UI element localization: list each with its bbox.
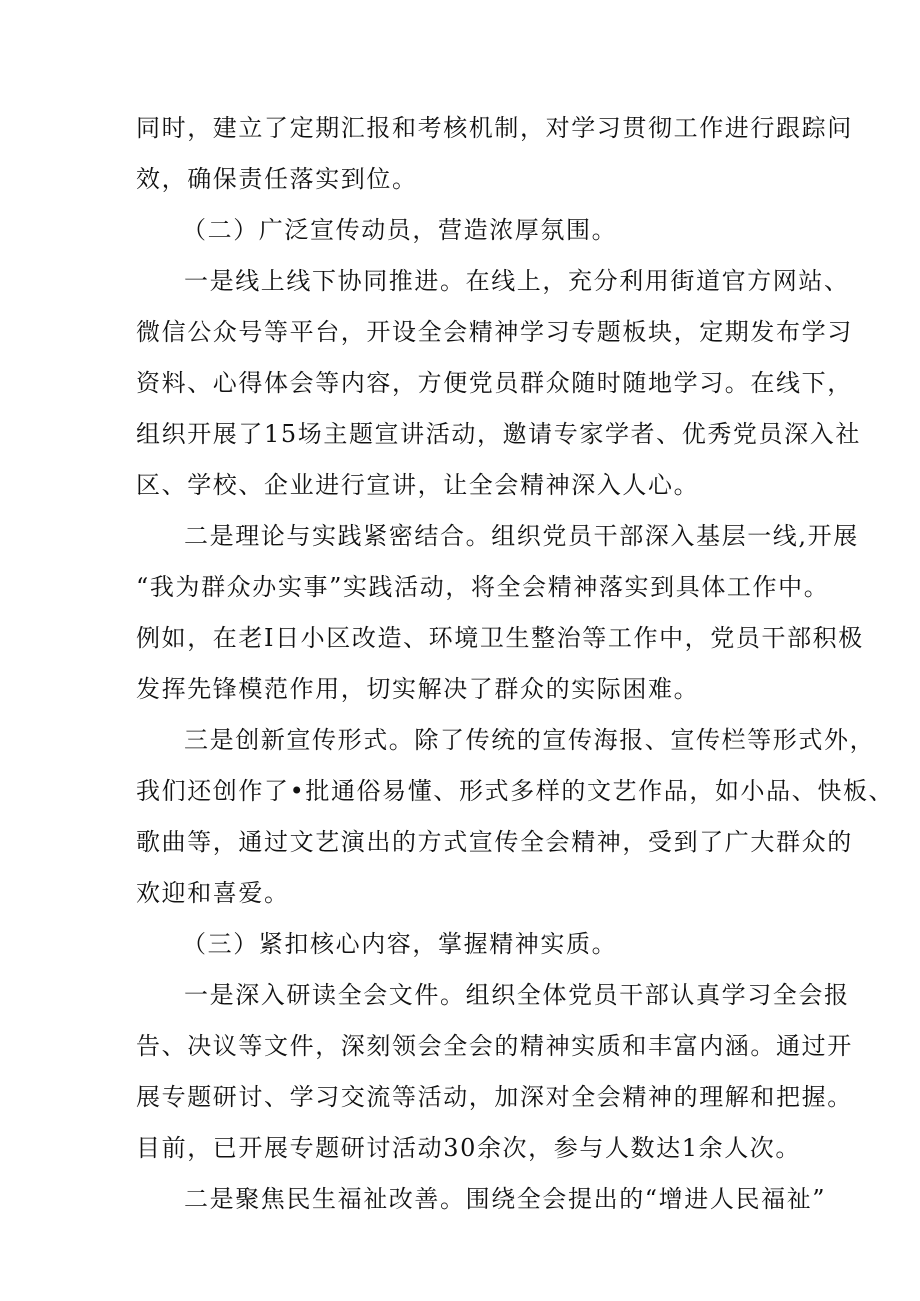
paragraph-first-line: 二是理论与实践紧密结合。组织党员干部深入基层一线,开展 — [184, 522, 859, 550]
text-line: 我们还创作了•批通俗易懂、形式多样的文艺作品，如小品、快板、 — [136, 777, 895, 805]
text-line: 组织开展了15场主题宣讲活动，邀请专家学者、优秀党员深入社 — [136, 420, 861, 448]
text-line: 告、决议等文件，深刻领会全会的精神实质和丰富内涵。通过开 — [136, 1032, 853, 1060]
text-line: “我为群众办实事”实践活动，将全会精神落实到具体工作中。 — [136, 573, 830, 601]
paragraph-first-line: 二是聚焦民生福祉改善。围绕全会提出的“增进人民福祉” — [184, 1185, 827, 1213]
section-heading: （二）广泛宣传动员，营造浓厚氛围。 — [182, 216, 618, 244]
text-line: 例如，在老I日小区改造、环境卫生整治等工作中，党员干部积极 — [136, 624, 864, 652]
text-line: 展专题研讨、学习交流等活动，加深对全会精神的理解和把握。 — [136, 1083, 853, 1111]
section-heading: （三）紧扣核心内容，掌握精神实质。 — [182, 930, 618, 958]
text-line: 同时，建立了定期汇报和考核机制，对学习贯彻工作进行跟踪问 — [136, 114, 853, 142]
paragraph-first-line: 一是深入研读全会文件。组织全体党员干部认真学习全会报 — [184, 981, 850, 1009]
paragraph-first-line: 三是创新宣传形式。除了传统的宣传海报、宣传栏等形式外， — [184, 726, 876, 754]
text-line: 目前，已开展专题研讨活动30余次，参与人数达1余人次。 — [136, 1134, 802, 1162]
text-line: 发挥先锋模范作用，切实解决了群众的实际困难。 — [136, 675, 700, 703]
text-line: 资料、心得体会等内容，方便党员群众随时随地学习。在线下， — [136, 369, 853, 397]
text-line: 歌曲等，通过文艺演出的方式宣传全会精神，受到了广大群众的 — [136, 828, 853, 856]
text-line: 效，确保责任落实到位。 — [136, 165, 418, 193]
text-line: 微信公众号等平台，开设全会精神学习专题板块，定期发布学习 — [136, 318, 853, 346]
text-line: 欢迎和喜爱。 — [136, 879, 290, 907]
paragraph-first-line: 一是线上线下协同推进。在线上，充分利用街道官方网站、 — [184, 267, 850, 295]
text-line: 区、学校、企业进行宣讲，让全会精神深入人心。 — [136, 471, 700, 499]
